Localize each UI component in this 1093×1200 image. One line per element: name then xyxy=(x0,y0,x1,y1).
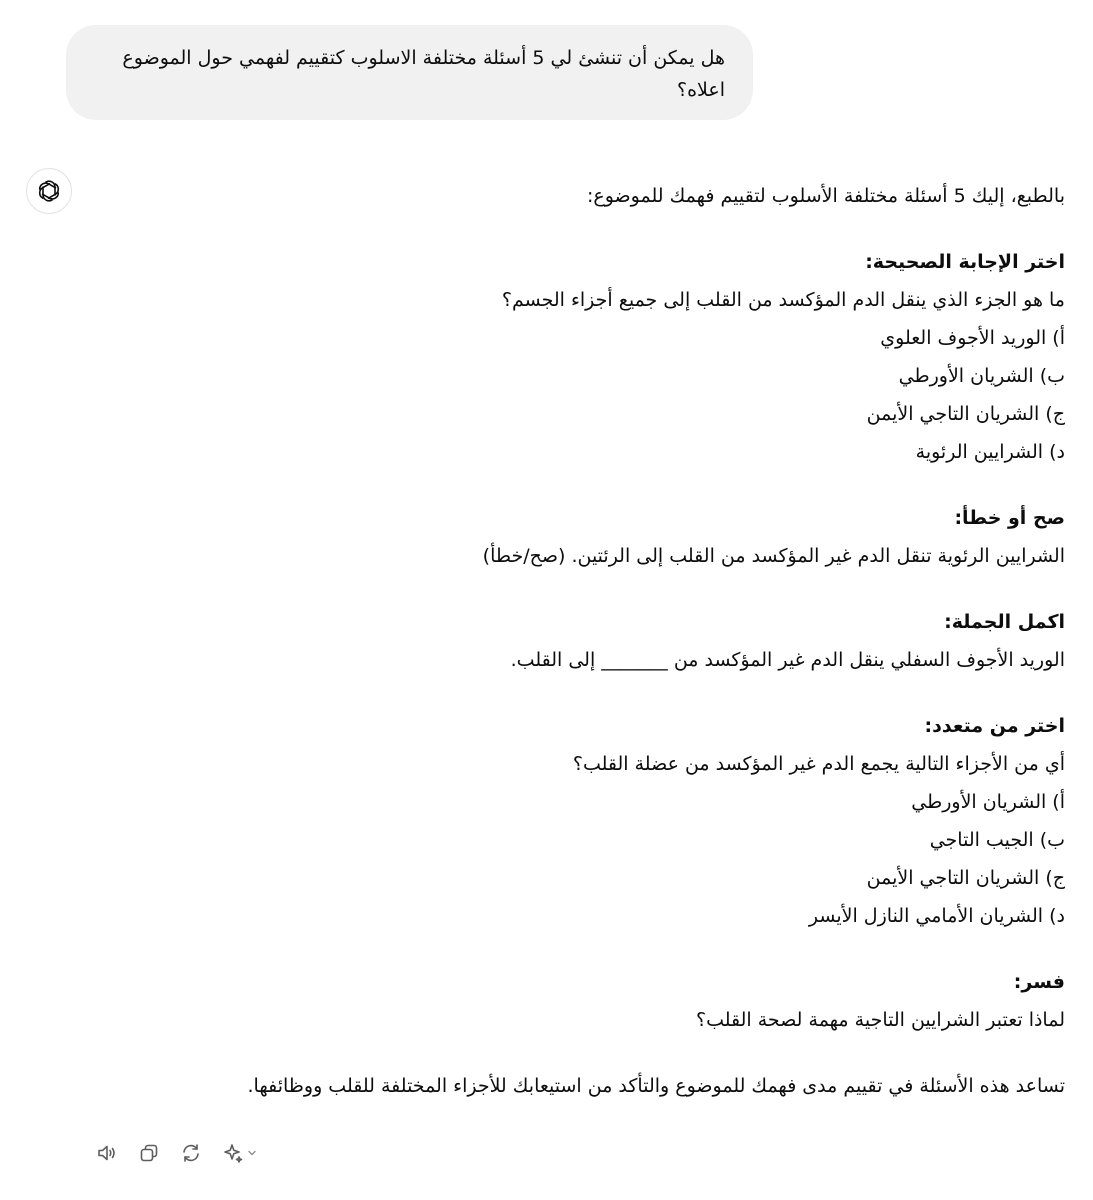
copy-icon xyxy=(138,1142,160,1164)
user-message-line-1: هل يمكن أن تنشئ لي 5 أسئلة مختلفة الاسلوب كتقييم لفهمي حول الموضوع xyxy=(122,47,725,69)
user-message-bubble xyxy=(66,25,753,120)
regenerate-icon xyxy=(180,1142,202,1164)
sparkle-icon xyxy=(222,1142,244,1164)
question-2-title: صح أو خطأ: xyxy=(954,507,1065,529)
question-1-option: ج) الشريان التاجي الأيمن xyxy=(866,403,1065,425)
question-3-text: الوريد الأجوف السفلي ينقل الدم غير المؤكسد من _______ إلى القلب. xyxy=(510,649,1065,671)
question-1-title: اختر الإجابة الصحيحة: xyxy=(865,251,1065,273)
user-message-line-2: اعلاه؟ xyxy=(677,79,725,101)
assistant-intro: بالطبع، إليك 5 أسئلة مختلفة الأسلوب لتقييم فهمك للموضوع: xyxy=(586,185,1065,207)
question-1-option: أ) الوريد الأجوف العلوي xyxy=(880,327,1065,349)
question-4-option: أ) الشريان الأورطي xyxy=(911,791,1065,813)
question-4-option: د) الشريان الأمامي النازل الأيسر xyxy=(808,905,1065,927)
question-4-text: أي من الأجزاء التالية يجمع الدم غير المؤكسد من عضلة القلب؟ xyxy=(572,753,1065,775)
question-5-title: فسر: xyxy=(1013,971,1065,993)
speaker-icon xyxy=(96,1142,118,1164)
copy-button[interactable] xyxy=(138,1142,160,1164)
assistant-message xyxy=(105,177,1065,1105)
question-1-text: ما هو الجزء الذي ينقل الدم المؤكسد من القلب إلى جميع أجزاء الجسم؟ xyxy=(501,289,1065,311)
question-4-option: ب) الجيب التاجي xyxy=(929,829,1065,851)
read-aloud-button[interactable] xyxy=(96,1142,118,1164)
regenerate-button[interactable] xyxy=(180,1142,202,1164)
chevron-down-icon xyxy=(246,1147,258,1159)
assistant-avatar xyxy=(26,168,72,214)
question-1-option: ب) الشريان الأورطي xyxy=(898,365,1065,387)
question-4-option: ج) الشريان التاجي الأيمن xyxy=(866,867,1065,889)
question-1-option: د) الشرايين الرئوية xyxy=(915,441,1065,463)
message-action-bar xyxy=(96,1142,258,1164)
question-3-title: اكمل الجملة: xyxy=(944,611,1065,633)
question-2-text: الشرايين الرئوية تنقل الدم غير المؤكسد من القلب إلى الرئتين. (صح/خطأ) xyxy=(482,545,1065,567)
change-model-button[interactable] xyxy=(222,1142,258,1164)
openai-logo-icon xyxy=(36,178,62,204)
question-4-title: اختر من متعدد: xyxy=(924,715,1065,737)
assistant-outro: تساعد هذه الأسئلة في تقييم مدى فهمك للموضوع والتأكد من استيعابك للأجزاء المختلفة للقلب ووظائفها. xyxy=(247,1075,1065,1097)
question-5-text: لماذا تعتبر الشرايين التاجية مهمة لصحة القلب؟ xyxy=(696,1009,1065,1031)
